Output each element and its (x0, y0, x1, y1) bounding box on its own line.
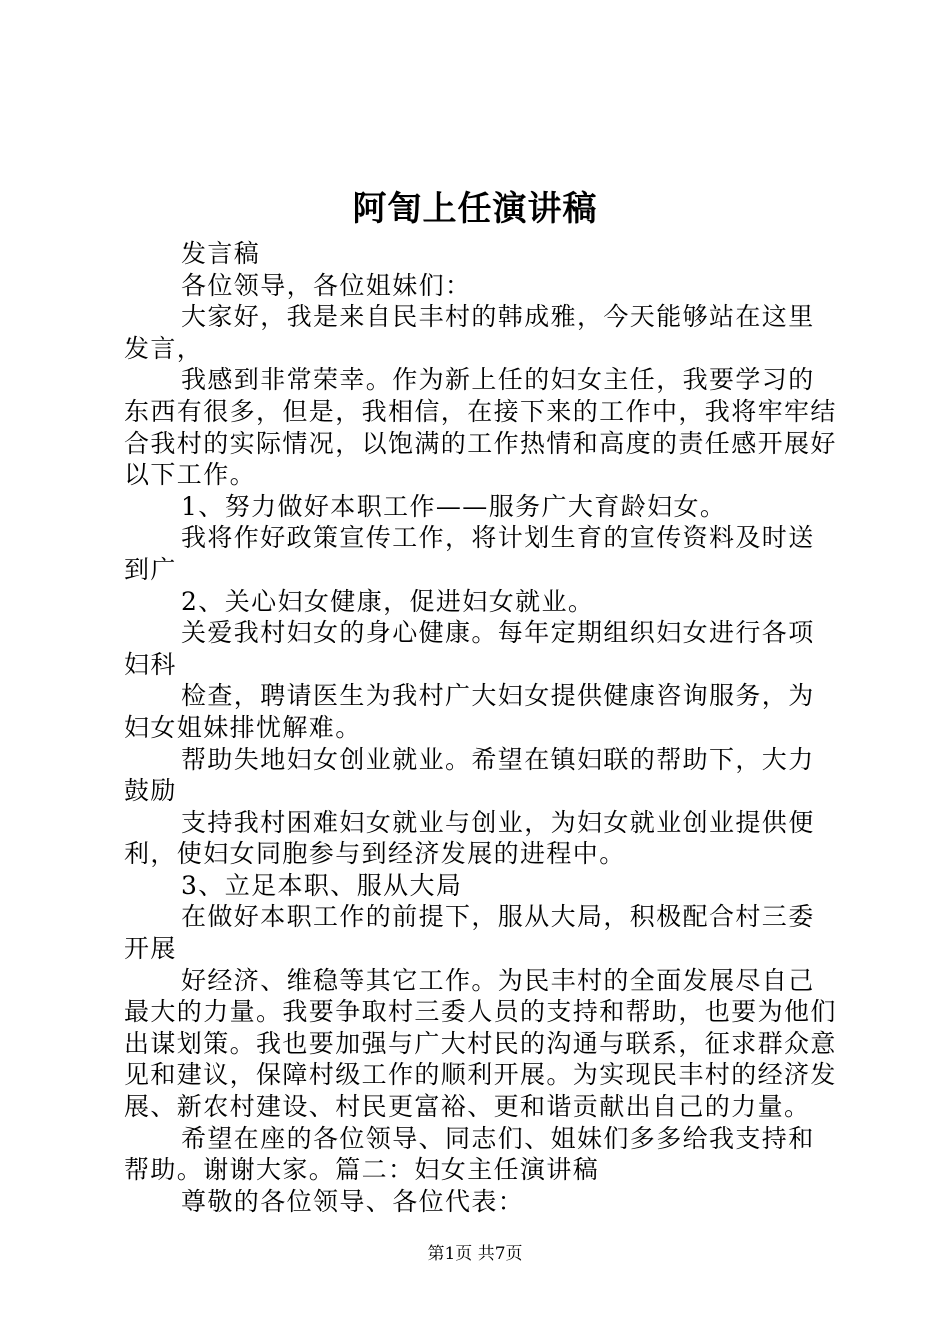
paragraph: 关爱我村妇女的身心健康。每年定期组织妇女进行各项妇科 (124, 618, 815, 679)
paragraph: 1、努力做好本职工作——服务广大育龄妇女。 (181, 491, 727, 521)
paragraph: 我将作好政策宣传工作，将计划生育的宣传资料及时送到广 (124, 523, 815, 584)
paragraph: 我感到非常荣幸。作为新上任的妇女主任，我要学习的东西有很多，但是，我相信，在接下来的工作中，我将牢牢结合我村的实际情况，以饱满的工作热情和高度的责任感开展好以下工作。 (124, 365, 837, 490)
paragraph: 2、关心妇女健康，促进妇女就业。 (181, 586, 595, 616)
paragraph: 希望在座的各位领导、同志们、姐妹们多多给我支持和帮助。谢谢大家。篇二：妇女主任演讲稿 (124, 1123, 815, 1185)
page-number-footer: 第1页 共7页 (427, 1244, 523, 1264)
paragraph: 3、立足本职、服从大局 (181, 870, 463, 900)
paragraph: 各位领导，各位姐妹们： (181, 270, 472, 300)
paragraph: 发言稿 (181, 239, 261, 268)
paragraph: 检查，聘请医生为我村广大妇女提供健康咨询服务，为妇女姐妹排忧解难。 (124, 681, 815, 742)
paragraph: 在做好本职工作的前提下，服从大局，积极配合村三委开展 (124, 902, 815, 964)
paragraph: 尊敬的各位领导、各位代表： (181, 1186, 525, 1216)
paragraph: 大家好，我是来自民丰村的韩成雅，今天能够站在这里发言， (124, 302, 815, 363)
document-title: 阿訇上任演讲稿 (352, 189, 598, 229)
document-body (124, 238, 838, 1217)
paragraph: 支持我村困难妇女就业与创业，为妇女就业创业提供便利，使妇女同胞参与到经济发展的进程中。 (124, 807, 815, 869)
paragraph: 好经济、维稳等其它工作。为民丰村的全面发展尽自己最大的力量。我要争取村三委人员的支持和帮助，也要为他们出谋划策。我也要加强与广大村民的沟通与联系，征求群众意见和建议，保障村级工作的顺利开展。为实现民丰村的经济发展、新农村建设、村民更富裕、更和谐贡献出自己的力量。 (124, 965, 837, 1122)
paragraph: 帮助失地妇女创业就业。希望在镇妇联的帮助下，大力鼓励 (124, 744, 815, 806)
